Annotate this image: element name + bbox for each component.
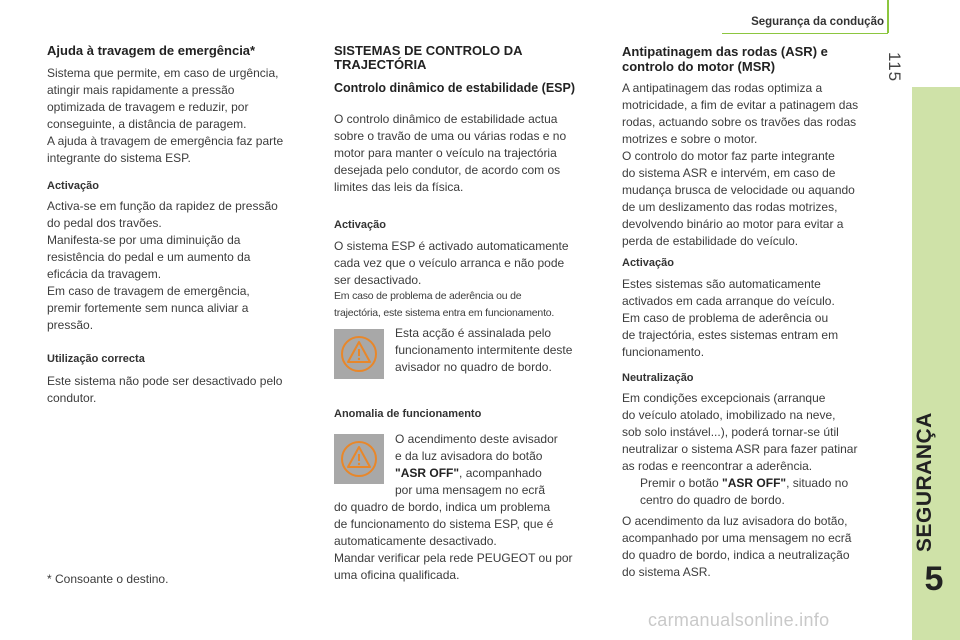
text-line: atingir mais rapidamente a pressão [47,83,235,97]
text-line: desejada pelo condutor, de acordo com os [334,163,561,177]
footnote: * Consoante o destino. [47,572,169,586]
asr-activation-paragraph [622,276,838,361]
bullet-instruction [622,475,857,492]
text-line: rodas, actuando sobre os travões das rodas [622,115,857,129]
text-line: mudança brusca de velocidade ou aquando [622,183,855,197]
header-rule [722,33,888,34]
warning2-description [395,431,605,499]
text-line: sobre o travão de uma ou várias rodas e no [334,129,567,143]
text-line: avisador no quadro de bordo. [395,360,552,374]
text-line: sob solo instável...), poderá tornar-se útil [622,425,839,439]
intro-paragraph [47,65,283,167]
text-line: Sistema que permite, em caso de urgência, [47,66,279,80]
text-line: motricidade, a fim de evitar a patinagem das [622,98,859,112]
text-line: funcionamento. [622,345,705,359]
text-line: por uma mensagem no ecrã [395,483,546,497]
section-title-line1: Antipatinagem das rodas (ASR) e [622,44,828,59]
text-line: ser desactivado. [334,273,422,287]
watermark: carmanualsonline.info [648,610,830,630]
text-line: devolvendo binário ao motor para evitar a [622,217,844,231]
text-line: do pedal dos travões. [47,216,162,230]
malfunction-warning-light [334,434,384,484]
text-line: O sistema ESP é activado automaticamente [334,239,569,253]
page-number: 115 [885,52,904,83]
text-line: do quadro de bordo, indica um problema [334,500,551,514]
text-line: acompanhado por uma mensagem no ecrã [622,531,852,545]
text-line: Em caso de problema de aderência ou de [334,290,522,302]
text-line: integrante do sistema ESP. [47,151,191,165]
text-line: Este sistema não pode ser desactivado pelo [47,374,283,388]
asr-off-button-label: "ASR OFF" [722,476,787,490]
text-line: O controlo dinâmico de estabilidade actua [334,112,558,126]
text-line: conseguinte, a distância de paragem. [47,117,247,131]
warning1-description [395,325,605,376]
running-header: Segurança da condução [751,16,884,28]
text-line: uma oficina qualificada. [334,568,460,582]
text-line: as rodas e reencontrar a aderência. [622,459,813,473]
esp-warning-light [334,329,384,379]
text-line: optimizada de travagem e reduzir, por [47,100,249,114]
text-line: do sistema ASR. [622,565,711,579]
text-line: Activa-se em função da rapidez de pressão [47,199,278,213]
text-line: Manifesta-se por uma diminuição da [47,233,241,247]
text-line: eficácia da travagem. [47,267,162,281]
text-line: O controlo do motor faz parte integrante [622,149,835,163]
asr-off-button-label: "ASR OFF" [395,466,460,480]
text-fragment: , situado no [786,476,849,490]
text-line: A antipatinagem das rodas optimiza a [622,81,823,95]
section-title-line2: TRAJECTÓRIA [334,57,427,72]
text-line: O acendimento da luz avisadora do botão, [622,514,848,528]
esp-intro-paragraph [334,111,566,196]
malfunction-paragraph [334,499,573,584]
adherence-note [334,288,554,322]
text-line: de um deslizamento das rodas motrizes, [622,200,838,214]
text-line: do sistema ASR e intervém, em caso de [622,166,836,180]
text-line: trajectória, este sistema entra em funcionamento. [334,307,555,319]
text-line: e da luz avisadora do botão [395,449,543,463]
text-line: perda de estabilidade do veículo. [622,234,799,248]
subheading-activation: Activação [622,257,674,269]
text-line: Em caso de problema de aderência ou [622,311,829,325]
chapter-number: 5 [924,560,944,598]
neutralization-paragraph [622,390,857,509]
text-line [395,465,605,482]
esp-subtitle: Controlo dinâmico de estabilidade (ESP) [334,81,576,95]
activation-paragraph [47,198,278,334]
text-line: do veículo atolado, imobilizado na neve, [622,408,836,422]
text-line: O acendimento deste avisador [395,432,558,446]
text-line: motor para manter o veículo na trajectória [334,146,557,160]
text-line: pressão. [47,318,94,332]
section-title-line1: SISTEMAS DE CONTROLO DA [334,43,523,58]
text-line: Em condições excepcionais (arranque [622,391,826,405]
text-line: Estes sistemas são automaticamente [622,277,821,291]
usage-paragraph [47,373,282,407]
text-line: neutralizar o sistema ASR para fazer patinar [622,442,858,456]
header-vertical-rule [887,0,889,33]
text-line: de funcionamento do sistema ESP, que é [334,517,554,531]
text-line: de trajectória, estes sistemas entram em [622,328,839,342]
text-line: cada vez que o veículo arranca e não pode [334,256,565,270]
warning-triangle-icon [337,332,381,376]
text-line: condutor. [47,391,97,405]
text-line: centro do quadro de bordo. [640,493,785,507]
text-line: motrizes e sobre o motor. [622,132,758,146]
text-line: premir fortemente sem nunca aliviar a [47,301,249,315]
warning-triangle-icon [337,437,381,481]
chapter-sidebar [912,87,960,640]
chapter-label: SEGURANÇA [913,412,936,552]
text-line: activados em cada arranque do veículo. [622,294,835,308]
text-line: Esta acção é assinalada pelo [395,326,552,340]
subheading-correct-use: Utilização correcta [47,353,145,365]
text-line: funcionamento intermitente deste [395,343,573,357]
text-line: Em caso de travagem de emergência, [47,284,250,298]
asr-intro-paragraph [622,80,858,250]
subheading-activation: Activação [47,180,99,192]
text-line: do quadro de bordo, indica a neutralização [622,548,850,562]
text-fragment: , acompanhado [459,466,542,480]
text-fragment: Premir o botão [640,476,723,490]
text-line: A ajuda à travagem de emergência faz parte [47,134,284,148]
section-title-line2: controlo do motor (MSR) [622,59,776,74]
section-title: Ajuda à travagem de emergência* [47,43,256,58]
subheading-neutralization: Neutralização [622,372,694,384]
subheading-activation: Activação [334,219,386,231]
text-line: Mandar verificar pela rede PEUGEOT ou por [334,551,573,565]
text-line: resistência do pedal e um aumento da [47,250,251,264]
text-line: automaticamente desactivado. [334,534,497,548]
text-line: limites das leis da física. [334,180,464,194]
closing-paragraph [622,513,851,581]
subheading-malfunction: Anomalia de funcionamento [334,408,482,420]
esp-activation-paragraph [334,238,569,289]
